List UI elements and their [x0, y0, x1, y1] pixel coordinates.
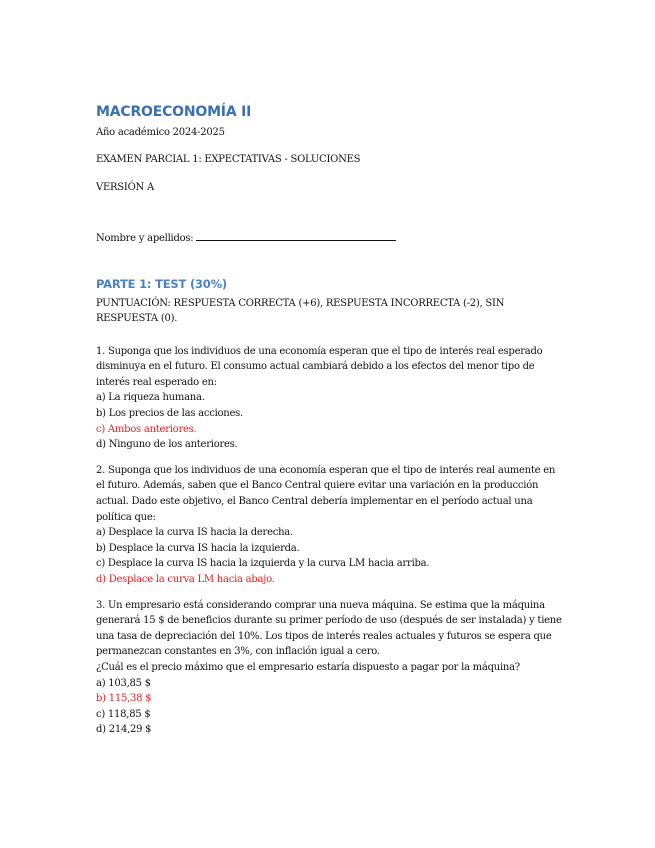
exam-version: VERSIÓN A — [96, 181, 154, 193]
option-d-correct: d) Desplace la curva LM hacia abajo. — [96, 573, 275, 585]
option-a: a) La riqueza humana. — [96, 392, 205, 404]
option-d: d) Ninguno de los anteriores. — [96, 439, 238, 451]
question-2 — [96, 463, 566, 588]
name-label: Nombre y apellidos: — [96, 233, 194, 245]
question-3 — [96, 598, 566, 738]
course-title: MACROECONOMÍA II — [96, 104, 252, 120]
option-c-correct: c) Ambos anteriores. — [96, 423, 197, 435]
option-b: b) Los precios de las acciones. — [96, 408, 243, 419]
question-stem: 3. Un empresario está considerando comprar una nueva máquina. Se estima que la máquina generará 15 $ de beneficios durante su primer período de uso (después de ser instalada) y tiene una tasa de depreciación del 10%. Los tipos de interés reales actuales y futuros se espera que permanezcan constantes en 3%, con inflación igual a cero. — [96, 599, 562, 658]
question-1 — [96, 344, 566, 453]
name-blank-line — [196, 231, 396, 241]
option-b: b) Desplace la curva IS hacia la izquierda. — [96, 542, 300, 554]
question-prompt: ¿Cuál es el precio máximo que el empresario estaría dispuesto a pagar por la máquina? — [96, 661, 520, 673]
name-field — [96, 231, 566, 246]
option-a: a) Desplace la curva IS hacia la derecha. — [96, 527, 293, 539]
exam-page — [96, 104, 566, 738]
option-c: c) 118,85 $ — [96, 708, 151, 720]
option-b-correct: b) 115,38 $ — [96, 693, 152, 705]
question-stem: 1. Suponga que los individuos de una economía esperan que el tipo de interés real esperado disminuya en el futuro. El consumo actual cambiará debido a los efectos del menor tipo de interés real esperado en: — [96, 345, 543, 388]
part1-title: PARTE 1: TEST (30%) — [96, 276, 227, 291]
option-a: a) 103,85 $ — [96, 677, 151, 689]
question-stem: 2. Suponga que los individuos de una economía esperan que el tipo de interés real aumente en el futuro. Además, saben que el Banco Central quiere evitar una variación en la producción actual. Dado este objetivo, el Banco Central debería implementar en el período actual una política que: — [96, 464, 556, 523]
exam-title: EXAMEN PARCIAL 1: EXPECTATIVAS - SOLUCIONES — [96, 154, 361, 166]
academic-year: Año académico 2024-2025 — [96, 127, 225, 138]
part1-scoring: PUNTUACIÓN: RESPUESTA CORRECTA (+6), RESPUESTA INCORRECTA (-2), SIN RESPUESTA (0). — [96, 297, 505, 324]
option-c: c) Desplace la curva IS hacia la izquierda y la curva LM hacia arriba. — [96, 558, 430, 570]
option-d: d) 214,29 $ — [96, 724, 152, 736]
